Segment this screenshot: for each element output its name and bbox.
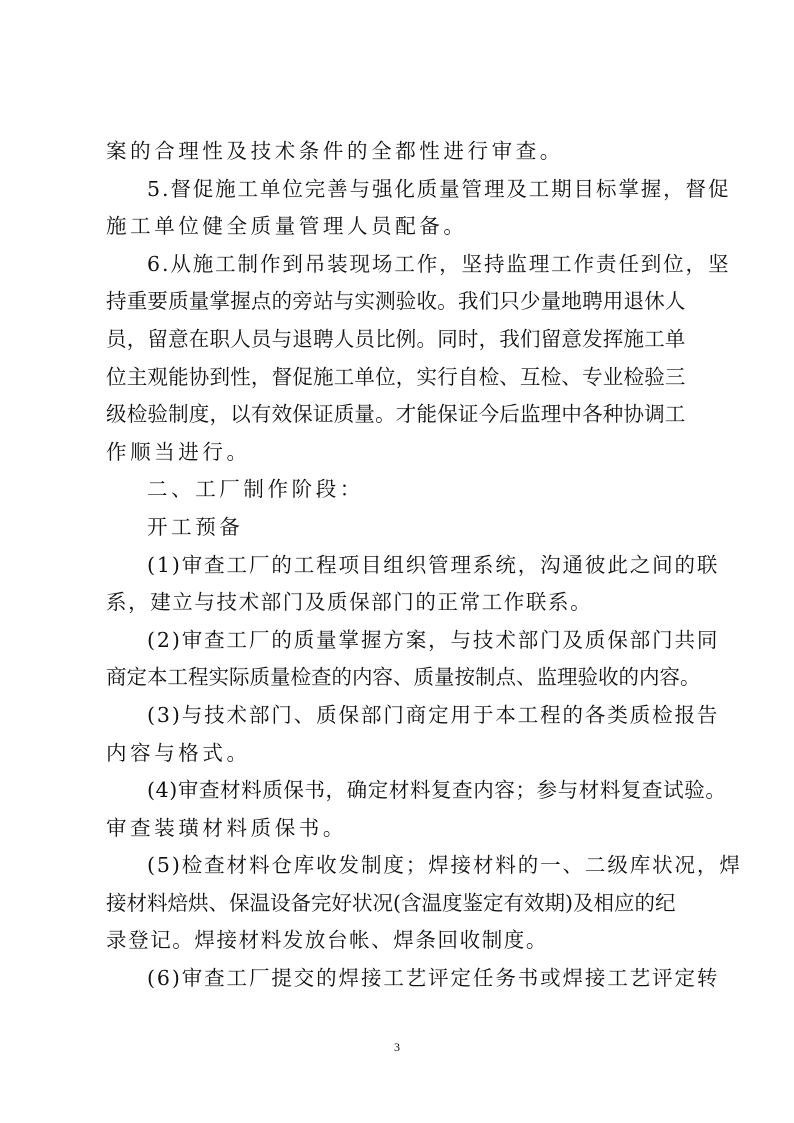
text-line: 开工预备 — [147, 514, 244, 539]
text-line: 员，留意在职人员与退聘人员比例。同时，我们留意发挥施工单 — [106, 326, 686, 351]
text-line: 施工单位健全质量管理人员配备。 — [106, 214, 468, 239]
text-line: 级检验制度，以有效保证质量。才能保证今后监理中各种协调工 — [106, 402, 686, 427]
body-text — [106, 133, 742, 998]
page-number: 3 — [394, 1040, 400, 1054]
text-line: 案的合理性及技术条件的全都性进行审查。 — [106, 139, 564, 163]
text-line: 持重要质量掌握点的旁站与实测验收。我们只少量地聘用退休人 — [106, 289, 686, 314]
text-line: 商定本工程实际质量检查的内容、质量按制点、监理验收的内容。 — [106, 665, 701, 690]
text-line: 录登记。焊接材料发放台帐、焊条回收制度。 — [106, 928, 548, 953]
text-line: 审查装璜材料质保书。 — [106, 815, 347, 840]
text-line: (6)审查工厂提交的焊接工艺评定任务书或焊接工艺评定转 — [147, 966, 720, 991]
text-line: (3)与技术部门、质保部门商定用于本工程的各类质检报告 — [147, 702, 720, 727]
text-line: 位主观能协到性，督促施工单位，实行自检、互检、专业检验三 — [106, 364, 686, 389]
text-line: (5)检查材料仓库收发制度；焊接材料的一、二级库状况，焊 — [147, 853, 742, 878]
text-line: 系，建立与技术部门及质保部门的正常工作联系。 — [106, 590, 593, 615]
text-line: 接材料焙烘、保温设备完好状况(含温度鉴定有效期)及相应的纪 — [106, 890, 676, 915]
text-line: 6.从施工制作到吊装现场工作，坚持监理工作责任到位，坚 — [147, 251, 731, 276]
text-line: 作顺当进行。 — [106, 439, 251, 464]
text-line: 二、工厂制作阶段： — [147, 477, 364, 502]
text-line: 内容与格式。 — [106, 740, 251, 765]
text-line: (4)审查材料质保书，确定材料复查内容；参与材料复查试验。 — [147, 778, 727, 803]
text-line: 5.督促施工单位完善与强化质量管理及工期目标掌握，督促 — [147, 176, 731, 201]
text-line: (2)审查工厂的质量掌握方案，与技术部门及质保部门共同 — [147, 627, 720, 652]
text-line: (1)审查工厂的工程项目组织管理系统，沟通彼此之间的联 — [147, 552, 720, 577]
